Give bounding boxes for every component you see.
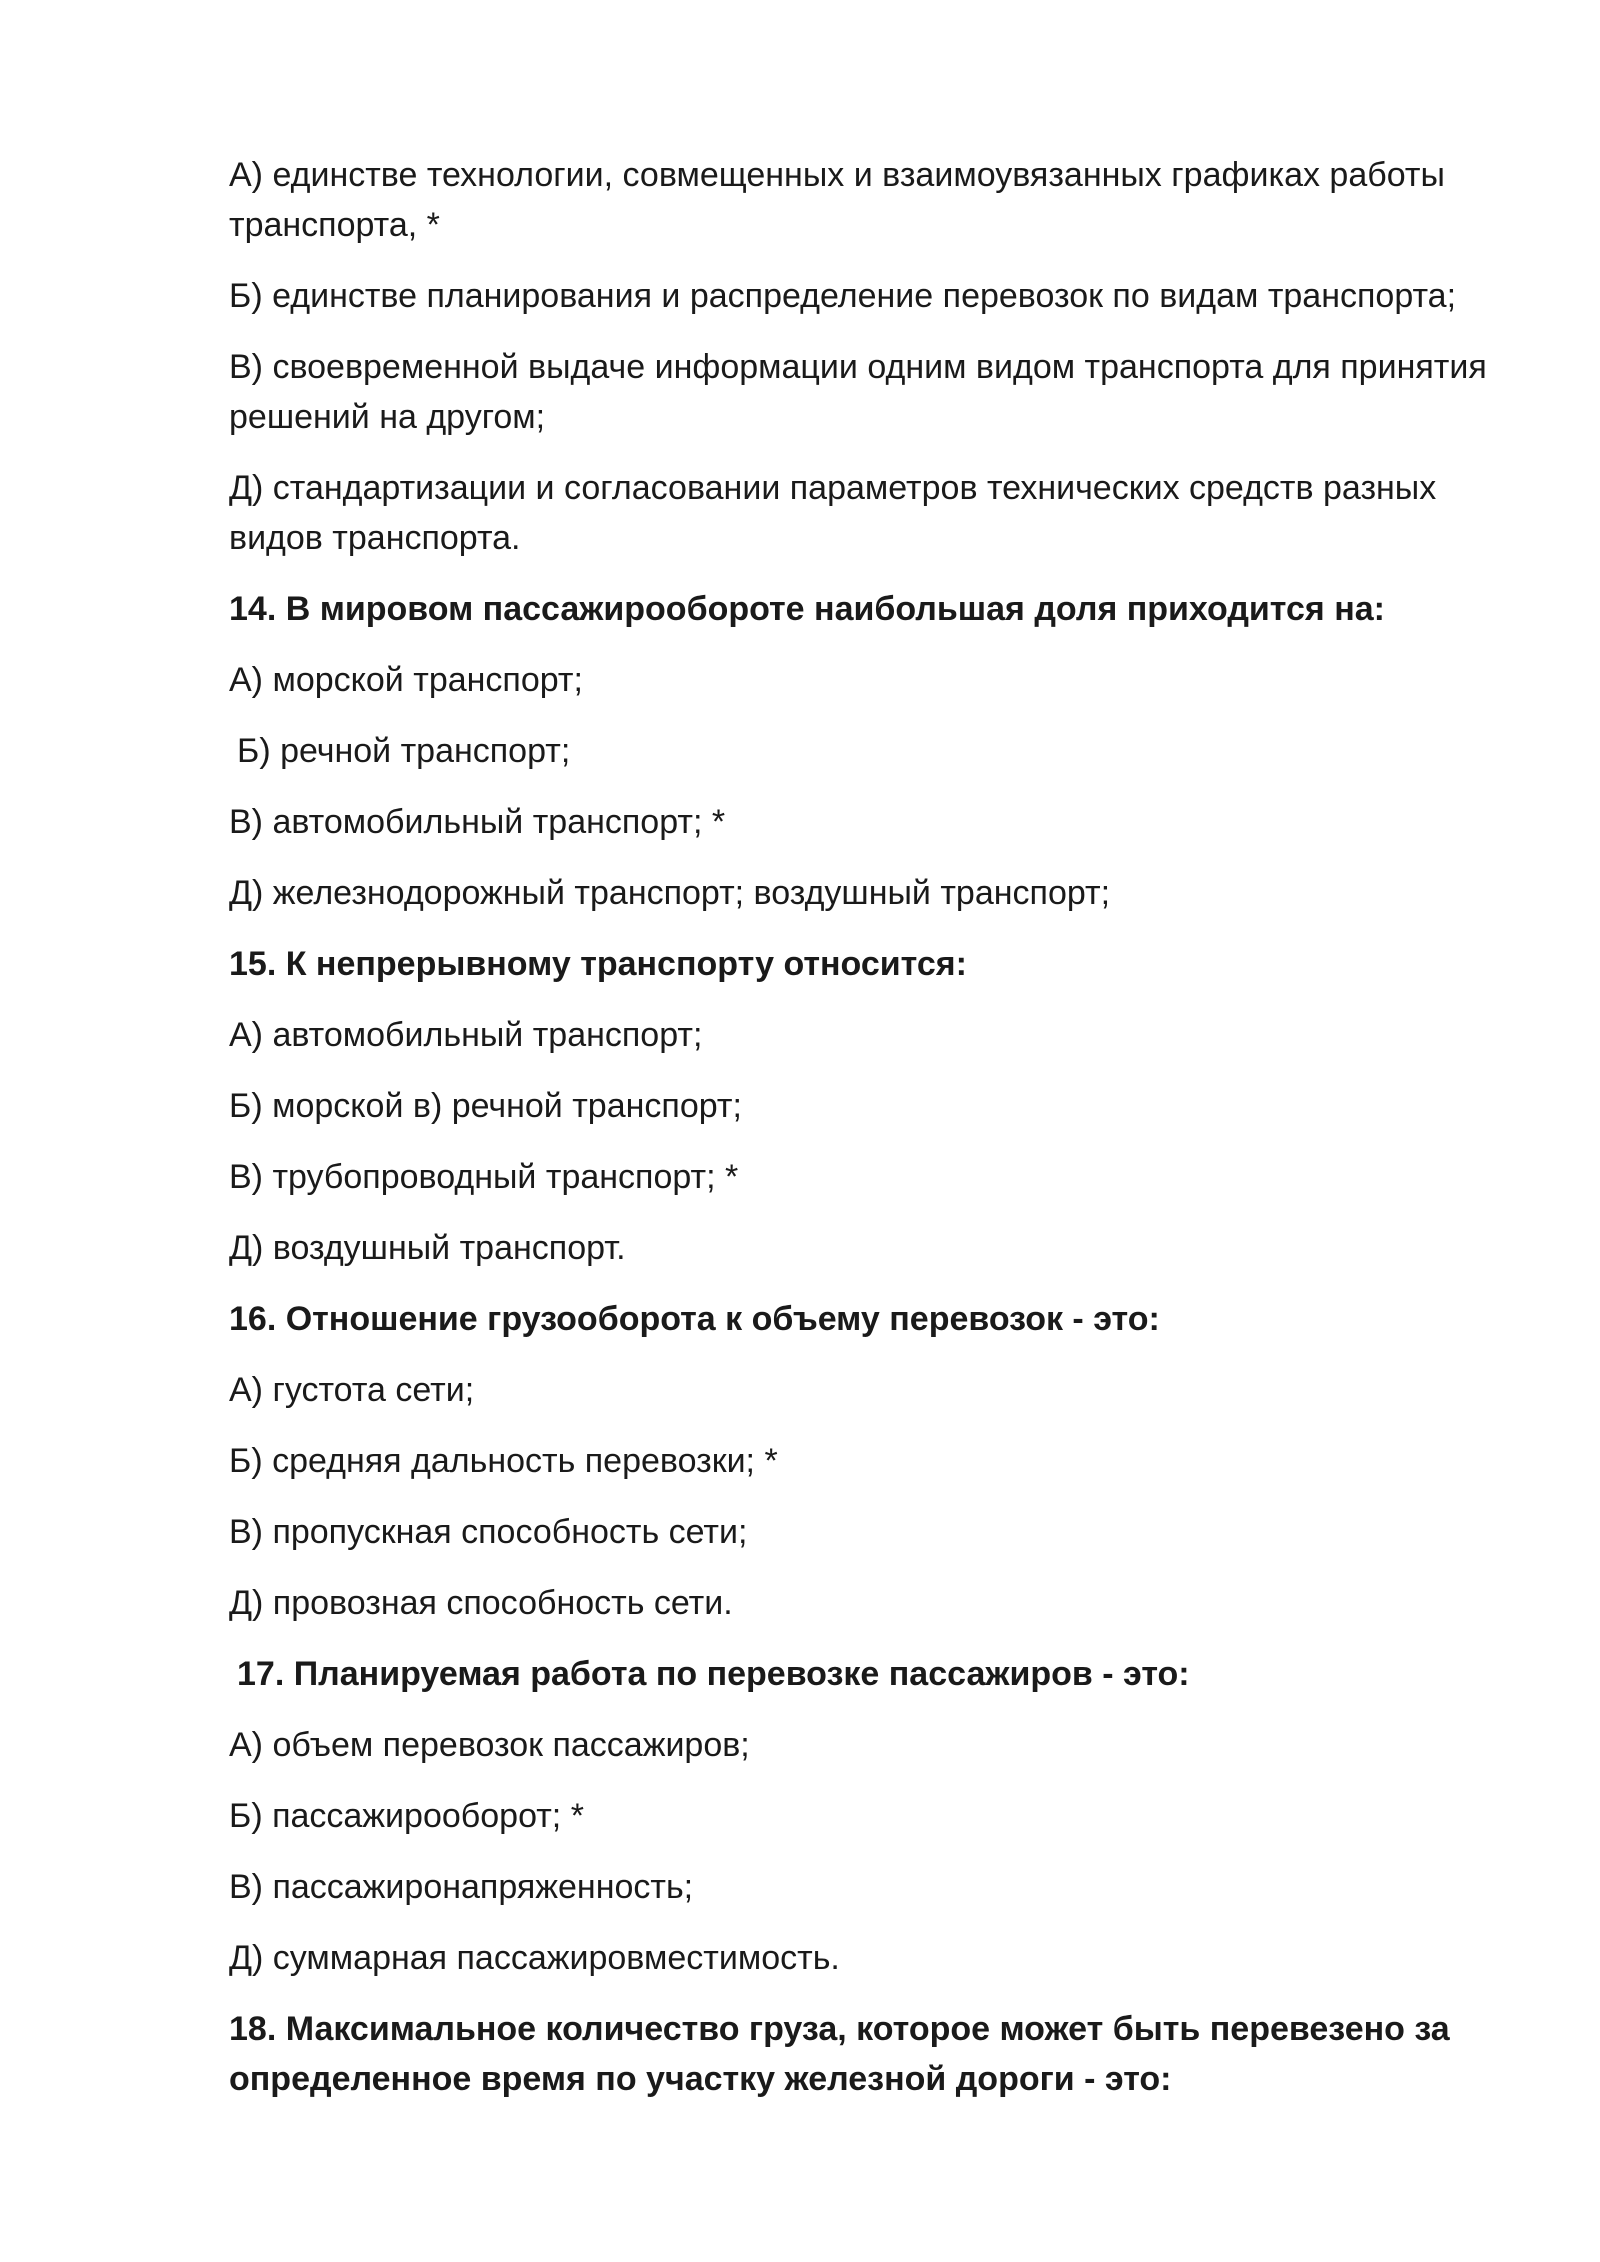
answer-option: Б) морской в) речной транспорт; [229, 1087, 742, 1125]
answer-option: Б) единстве планирования и распределение перевозок по видам транспорта; [229, 277, 1457, 315]
answer-option: Д) суммарная пассажировместимость. [229, 1939, 840, 1977]
answer-option: А) морской транспорт; [229, 661, 583, 699]
answer-option: А) густота сети; [229, 1371, 475, 1409]
answer-option: Б) средняя дальность перевозки; * [229, 1442, 778, 1480]
answer-option: Б) речной транспорт; [237, 732, 571, 770]
answer-option: Д) железнодорожный транспорт; воздушный транспорт; [229, 874, 1111, 912]
question-heading: 15. К непрерывному транспорту относится: [229, 945, 967, 983]
answer-option: Б) пассажирооборот; * [229, 1797, 584, 1835]
answer-option: Д) стандартизации и согласовании параметров технических средств разных видов транспорта. [229, 469, 1446, 557]
question-heading: 14. В мировом пассажирообороте наибольшая доля приходится на: [229, 590, 1385, 628]
answer-option: А) автомобильный транспорт; [229, 1016, 703, 1054]
question-heading: 16. Отношение грузооборота к объему перевозок - это: [229, 1300, 1160, 1338]
answer-option: В) пассажиронапряженность; [229, 1868, 694, 1906]
answer-option: Д) воздушный транспорт. [229, 1229, 626, 1267]
answer-option: Д) провозная способность сети. [229, 1584, 733, 1622]
answer-option: В) пропускная способность сети; [229, 1513, 748, 1551]
answer-option: А) объем перевозок пассажиров; [229, 1726, 750, 1764]
question-heading: 18. Максимальное количество груза, которое может быть перевезено за определенное время по участку железной дороги - это: [229, 2010, 1460, 2098]
answer-option: А) единстве технологии, совмещенных и взаимоувязанных графиках работы транспорта, * [229, 156, 1455, 244]
answer-option: В) трубопроводный транспорт; * [229, 1158, 739, 1196]
answer-option: В) своевременной выдаче информации одним видом транспорта для принятия решений на другом; [229, 348, 1497, 436]
answer-option: В) автомобильный транспорт; * [229, 803, 726, 841]
question-heading: 17. Планируемая работа по перевозке пассажиров - это: [237, 1655, 1190, 1693]
document-body [229, 150, 1529, 2125]
